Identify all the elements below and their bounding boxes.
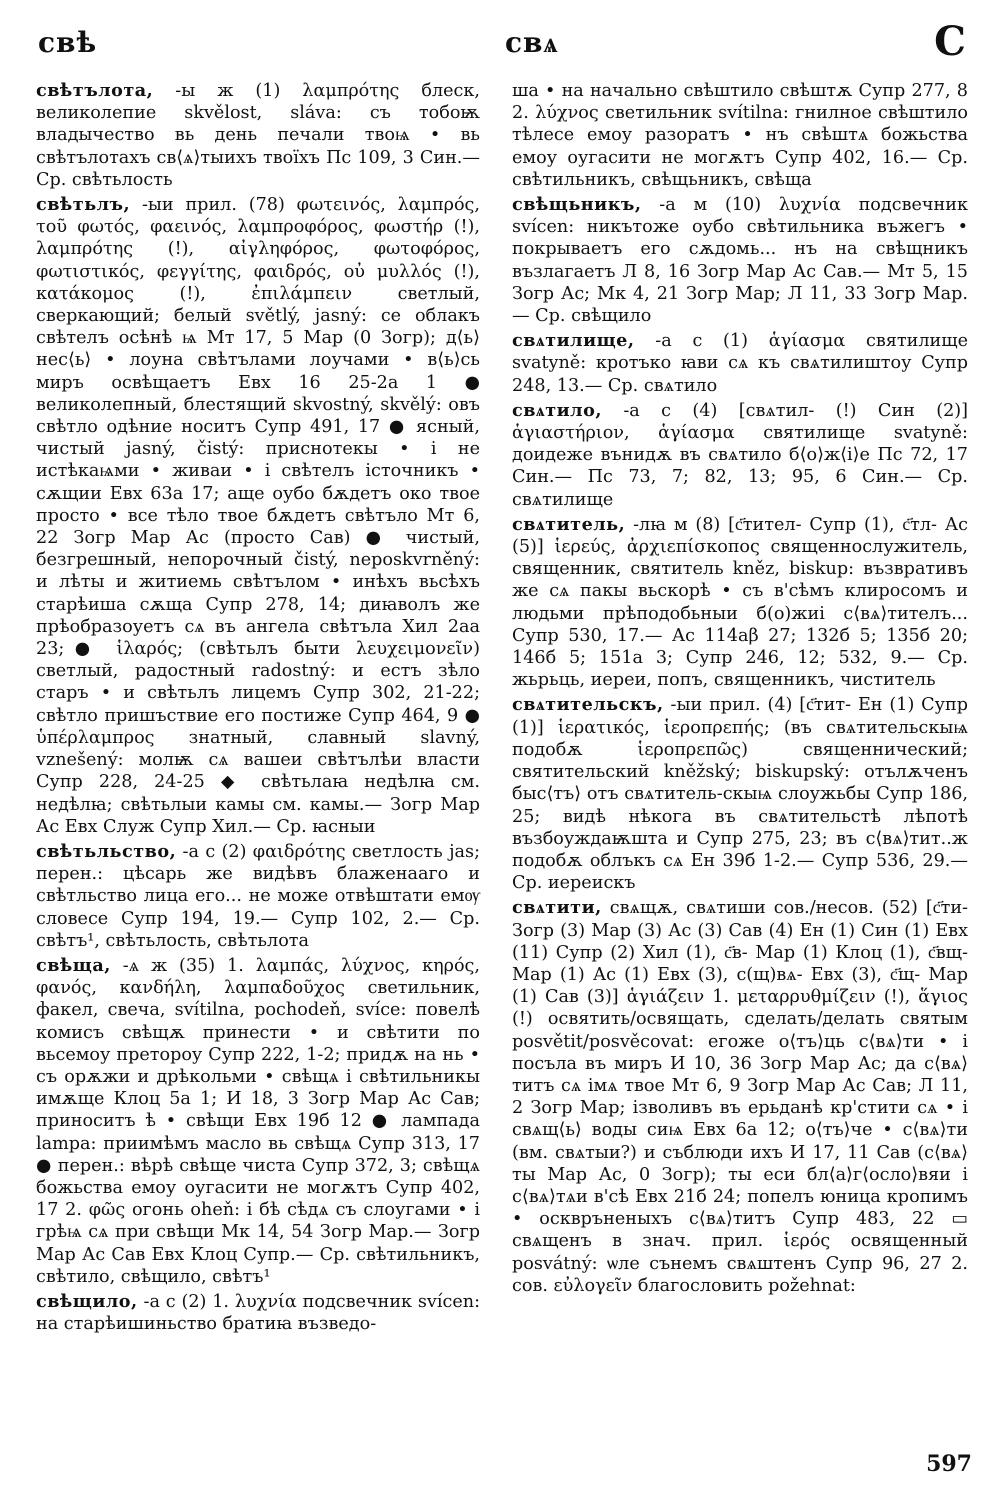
- entry-headword: свѣтьлъ,: [36, 194, 131, 216]
- dictionary-entry: [36, 1291, 480, 1335]
- entry-text: ша • на начально свѣштило свѣштѫ Супр 277, 8 2. λύχνος светильник svítilna: гнилное свѣштило тѣлесе емоу разоратъ • нъ свѣштѧ божьства емоу оугасити не могѫтъ Супр 402, 16.— Ср. свѣтильникъ, свѣщьникъ, свѣща: [512, 81, 968, 190]
- page-number: 597: [926, 1451, 972, 1477]
- entry-text: -лꙗ м (8) [с҃тител- Супр (1), с҃тл- Ас (5)] ἱερεύς, ἀρχιεπίσκοπος священнослужитель, священник, святитель kněz, biskup: възвративъ же сѧ пакы вьскорѣ • съ в'сѣмъ клиросомъ и людьми прѣподобьныи б(о)жиі с⟨вѧ⟩тителъ... Супр 530, 17.— Ас 114аβ 27; 132б 5; 135б 20; 146б 5; 151а 3; Супр 246, 12; 532, 9.— Ср. жьрьць, иереи, попъ, священникъ, чиститель: [512, 514, 968, 691]
- dictionary-entry-continued: [512, 80, 968, 191]
- dictionary-entry: [36, 194, 480, 838]
- running-head: [0, 18, 1000, 68]
- entry-text: -ыи прил. (78) φωτεινός, λαμπρός, τοῦ φωτός, φαεινός, λαμπροφόρος, φωστήρ (!), λαμπρότης (!), αἰγληφόρος, φωτοφόρος, φωτιστικός, φεγγίτης, φαιδρός, οὐ μυλλός (!), κατάκομος (!), ἐπιλάμπειν светлый, сверкающий; белый světlý, jasný: се облакъ свѣтелъ осѣнѣ ѩ Мт 17, 5 Мар (0 Зогр); д⟨ь⟩нес⟨ь⟩ • лоуна свѣтълами лоучами • в⟨ь⟩сь миръ освѣщаетъ Евх 16 25-2а 1 ● великолепный, блестящий skvostný, skvělý: овъ свѣтло одѣние носитъ Супр 491, 17 ● ясный, чистый jasný, čistý: приснотекы • і не истѣкаѩми • живаи • і свѣтелъ істочникъ • сѫщии Евх 63а 17; аще оубо бѫдетъ око твое просто • все тѣло твое бѫдетъ свѣтъло Мт 6, 22 Зогр Мар Ас (просто Сав) ● чистый, безгрешный, непорочный čistý, neposkvrněný: и лѣты и житиемь свѣтълом • инѣхъ вьсѣхъ старѣиша сѫща Супр 278, 14; диꙗволъ же прѣобразоуетъ сѧ въ ангела свѣтъла Хил 2аа 23;● ἱλαρός; (свѣтьлъ быти λευχειμονεῖν) светлый, радостный radostný: и естъ зѣло старъ • и свѣтьлъ лицемъ Супр 302, 21-22; свѣтло пришъствие его постиже Супр 464, 9 ● ὑπέρλαμπρος знатный, славный slavný, vznešený: молѭ сѧ вашеи свѣтълѣи власти Супр 228, 24-25 ◆ свѣтьлаꙗ недѣлꙗ см. недѣлꙗ; свѣтьлыи камы см. камы.— Зогр Мар Ас Евх Служ Супр Хил.— Ср. ꙗсныи: [36, 195, 480, 837]
- entry-headword: свѣщило,: [36, 1290, 138, 1312]
- entry-text: -а с (2) 1. λυχνία подсвечник svícen: на старѣишиньство братиꙗ възведо-: [36, 1291, 480, 1335]
- entry-text: -а с (4) [свѧтил- (!) Син (2)] ἁγιαστήριον, ἁγίασμα святилище svatyně: доидеже вънидѫ въ свѧтило б⟨о⟩ж⟨і⟩е Пс 72, 17 Син.— Пс 73, 7; 82, 13; 95, 6 Син.— Ср. свѧтилище: [512, 400, 968, 510]
- entry-text: -ыи прил. (4) [с҃тит- Ен (1) Супр (1)] ἱερατικός, ἱεροπρεπής; (въ свѧтительскыѩ подобѫ ἱεροπρεπῶς) священнический; святительский kněžský; biskupský: отълѫченъ быс⟨тъ⟩ отъ свѧтитель-скыѩ слоужьбы Супр 186, 25; видѣ нѣкога въ свѧтительстѣ лѣпотѣ възбоуждаѭшта и Супр 275, 23; въ с⟨вѧ⟩тит..ж подобѫ облъкъ сѧ Ен 39б 1-2.— Супр 536, 29.— Ср. иереискъ: [512, 695, 968, 894]
- entry-headword: свѣтълота,: [36, 80, 154, 101]
- entry-headword: свѧтительскъ,: [512, 694, 664, 716]
- running-head-left: свѣ: [38, 26, 98, 59]
- left-column: [36, 80, 480, 1335]
- entry-text: -ѧ ж (35) 1. λαμπάς, λύχνος, κηρός, φανός, κανδήλη, λαμπαδοῦχος светильник, факел, свеча, svítilna, pochodeň, svíce: повелѣ комисъ свѣщѫ принести • и свѣтити по вьсемоу претороу Супр 222, 1-2; придѫ на нь • съ орѫжи и дрѣкольми • свѣщѧ і свѣтильникы имѫще Клоц 5а 1; И 18, 3 Зогр Мар Ас Сав; приноситъ ѣ • свѣщи Евх 19б 12 ● лампада lampa: приимѣмъ масло вь свѣщѧ Супр 313, 17 ● перен.: вѣрѣ свѣще чиста Супр 372, 3; свѣщѧ божьства емоу оугасити не могѫтъ Супр 402, 17 2. φῶς огонь oheň: і бѣ сѣдѧ съ слоугами • і грѣѩ сѧ при свѣщи Мк 14, 54 Зогр Мар.— Зогр Мар Ас Сав Евх Клоц Супр.— Ср. свѣтильникъ, свѣтило, свѣщило, свѣтъ¹: [36, 955, 480, 1287]
- running-head-letter: С: [934, 18, 966, 65]
- entry-headword: свѣщьникъ,: [512, 194, 642, 216]
- dictionary-entry: [512, 194, 968, 327]
- dictionary-entry: [512, 897, 968, 1297]
- entry-text: -а с (2) φαιδρότης светлость jas; перен.: цѣсарь же видѣвъ блаженааго и свѣтльство лица его... не може отвѣштати емѹ словесе Супр 194, 19.— Супр 102, 2.— Ср. свѣтъ¹, свѣтьлость, свѣтьлота: [36, 841, 480, 951]
- dictionary-entry: [512, 694, 968, 894]
- dictionary-entry: [512, 400, 968, 511]
- entry-text: свѧщѫ, свѧтиши сов./несов. (52) [с҃ти- Зогр (3) Мар (3) Ас (3) Сав (4) Ен (1) Син (1) Евх (11) Супр (2) Хил (1), с҃в- Мар (1) Клоц (1), с҃вщ- Мар (1) Ас (1) Евх (3), с(щ)вѧ- Евх (3), с҃щ- Мар (1) Сав (3)] ἁγιάζειν 1. μεταρρυθμίζειν (!), ἅγιος (!) освятить/освящать, сделать/делать святым posvětit/posvěcovat: егоже о⟨тъ⟩ць с⟨вѧ⟩ти • і посъла въ миръ И 10, 36 Зогр Мар Ас; да с⟨вѧ⟩титъ сѧ імѧ твое Мт 6, 9 Зогр Мар Ас Сав; Л 11, 2 Зогр Мар; ізволивъ въ ерьданѣ кр'стити сѧ • і свѧщ⟨ь⟩ воды сиѩ Евх 6а 12; о⟨тъ⟩че • с⟨вѧ⟩ти (вм. свѧтыи?) и съблюди ихъ И 17, 11 Сав (с⟨вѧ⟩ты Мар Ас, 0 Зогр); ты еси бл⟨а⟩г⟨осло⟩вяи і с⟨вѧ⟩тѧи в'сѣ Евх 21б 24; попелъ юница кропимъ • осквръненыхъ с⟨вѧ⟩титъ Супр 483, 22 ▭ свѧщенъ в знач. прил. ἱερός освященный posvátný: ѡле сънемъ свѧштенъ Супр 96, 27 2. сов. εὐλογεῖν благословить požehnat:: [512, 898, 968, 1296]
- entry-headword: свѣща,: [36, 954, 111, 976]
- entry-headword: свѣтьльство,: [36, 840, 177, 862]
- dictionary-entry: [512, 514, 968, 692]
- entry-text: -а м (10) λυχνία подсвечник svícen: никътоже оубо свѣтильника въжегъ • покрываетъ его сѫдомь... нъ на свѣщникъ възлагаетъ Л 8, 16 Зогр Мар Ас Сав.— Мт 5, 15 Зогр Ас; Мк 4, 21 Зогр Мар; Л 11, 33 Зогр Мар.— Ср. свѣщило: [512, 195, 968, 327]
- dictionary-entry: [512, 330, 968, 397]
- dictionary-entry: [36, 80, 480, 191]
- entry-headword: свѧтитель,: [512, 513, 626, 535]
- entry-headword: свѧтити,: [512, 897, 602, 919]
- dictionary-entry: [36, 841, 480, 952]
- dictionary-entry: [36, 955, 480, 1288]
- entry-headword: свѧтилище,: [512, 330, 635, 352]
- entry-headword: свѧтило,: [512, 399, 602, 421]
- entry-text: -а с (1) ἁγίασμα святилище svatyně: кротъко ꙗви сѧ къ свѧтилиштоу Супр 248, 13.— Ср. свѧтило: [512, 331, 968, 396]
- entry-text: -ы ж (1) λαμπρότης блеск, великолепие skvělost, sláva: съ тобоѭ владычество вь день печали твоѩ • вь свѣтълотахъ св⟨ѧ⟩тыихъ твоїхъ Пс 109, 3 Син.— Ср. свѣтьлость: [36, 81, 480, 190]
- right-column: [512, 80, 968, 1297]
- running-head-center: свѧ: [505, 26, 559, 59]
